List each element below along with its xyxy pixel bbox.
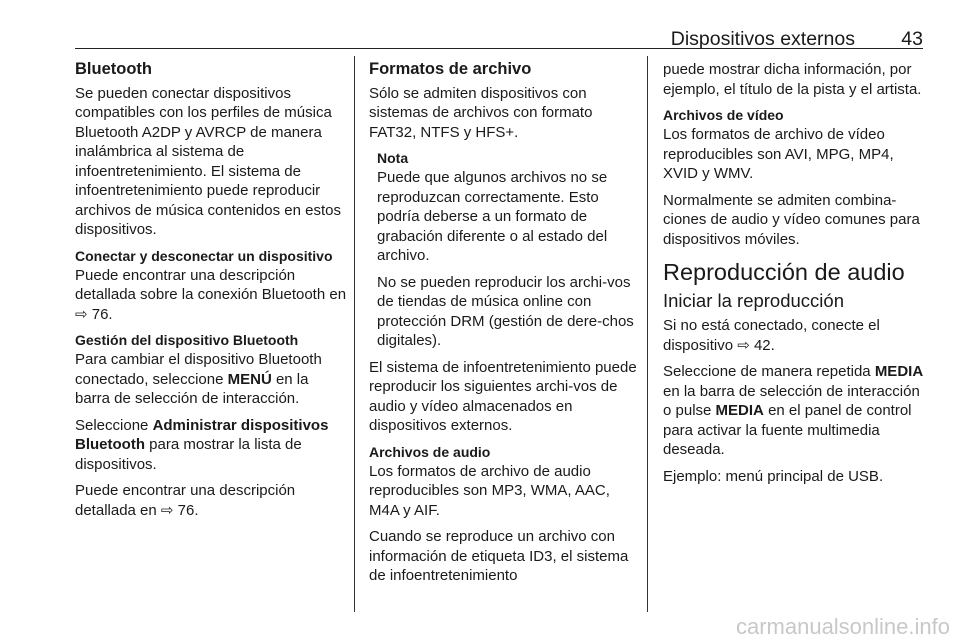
start-page-ref: 42. bbox=[753, 336, 775, 354]
manage-devices-label: Administrar dispositivos Bluetooth bbox=[75, 416, 329, 453]
start-text: Si no está conectado, conecte el dispositivo bbox=[663, 317, 880, 354]
formats-heading: Formatos de archivo bbox=[369, 60, 532, 78]
page-number: 43 bbox=[901, 28, 923, 50]
start-playback-heading: Iniciar la reproducción bbox=[663, 289, 844, 311]
id3-paragraph: Cuando se reproduce un archivo con información de etiqueta ID3, el sistema de infoentretenimiento bbox=[369, 528, 629, 584]
video-paragraph: Los formatos de archivo de vídeo reproducibles son AVI, MPG, MP4, XVID y WMV. bbox=[663, 126, 894, 182]
menu-button-label: MENÚ bbox=[227, 370, 272, 388]
more-text: Puede encontrar una descripción detallada en bbox=[75, 482, 296, 519]
manage-text: en la barra de selección de interacción. bbox=[75, 370, 309, 407]
page-header bbox=[75, 24, 923, 49]
manage-text: Para cambiar el dispositivo Bluetooth conectado, seleccione bbox=[75, 351, 322, 388]
video-heading: Archivos de vídeo bbox=[663, 107, 784, 123]
connect-heading: Conectar y desconectar un dispositivo bbox=[75, 247, 333, 264]
media-label: MEDIA bbox=[874, 363, 924, 380]
connect-paragraph bbox=[75, 266, 347, 325]
combo-paragraph: Normalmente se admiten combina-ciones de audio y vídeo comunes para dispositivos móviles. bbox=[663, 191, 920, 248]
cross-reference-icon: ⇨ bbox=[737, 336, 750, 354]
manage-heading: Gestión del dispositivo Bluetooth bbox=[75, 332, 299, 348]
select-text: Seleccione bbox=[75, 416, 149, 434]
note-box bbox=[377, 149, 639, 351]
column-right bbox=[663, 60, 928, 493]
note-paragraph: No se pueden reproducir los archi-vos de tiendas de música online con protección DRM (gestión de dere-chos digitales). bbox=[377, 273, 634, 349]
select-paragraph bbox=[75, 416, 347, 475]
audio-heading: Archivos de audio bbox=[369, 443, 491, 460]
playback-section-heading: Reproducción de audio bbox=[663, 259, 905, 285]
media-label: MEDIA bbox=[715, 402, 764, 419]
cross-reference-icon: ⇨ bbox=[75, 305, 88, 323]
cross-reference-icon: ⇨ bbox=[160, 501, 174, 519]
bluetooth-heading: Bluetooth bbox=[75, 60, 152, 78]
continued-paragraph: puede mostrar dicha información, por ejemplo, el título de la pista y el artista. bbox=[663, 61, 922, 98]
note-label: Nota bbox=[377, 150, 409, 166]
formats-paragraph: Sólo se admiten dispositivos con sistemas de archivos con formato FAT32, NTFS y HFS+. bbox=[369, 84, 593, 141]
note-paragraph: Puede que algunos archivos no se reproduzcan correctamente. Esto podría deberse a un formato de grabación diferente o al estado del archivo. bbox=[377, 169, 608, 264]
bluetooth-paragraph: Se pueden conectar dispositivos compatibles con los perfiles de música Bluetooth A2DP y AVRCP de manera inalámbrica al sistema de infoentretenimiento. El sistema de infoentretenimiento puede reproducir archivos de música contenidos en estos dispositivos. bbox=[75, 84, 341, 238]
connect-text: Puede encontrar una descripción detallada sobre la conexión Bluetooth en bbox=[75, 266, 347, 303]
example-paragraph: Ejemplo: menú principal de USB. bbox=[663, 467, 884, 485]
manage-paragraph bbox=[75, 350, 347, 409]
select-text: para mostrar la lista de dispositivos. bbox=[75, 436, 302, 473]
column-middle bbox=[369, 60, 639, 593]
select-media-text: en el panel de control para activar la fuente multimedia deseada. bbox=[663, 402, 912, 458]
more-paragraph bbox=[75, 481, 347, 520]
start-paragraph bbox=[663, 316, 928, 355]
column-divider bbox=[354, 56, 355, 612]
system-paragraph: El sistema de infoentretenimiento puede reproducir los siguientes archi-vos de audio y vídeo almacenados en dispositivos externos. bbox=[369, 358, 637, 434]
column-left bbox=[75, 60, 347, 527]
more-page-ref: 76. bbox=[177, 501, 199, 519]
select-media-paragraph bbox=[663, 362, 928, 460]
audio-paragraph: Los formatos de archivo de audio reproducibles son MP3, WMA, AAC, M4A y AIF. bbox=[369, 462, 610, 519]
connect-page-ref: 76. bbox=[91, 305, 113, 323]
watermark: carmanualsonline.info bbox=[735, 614, 950, 639]
column-divider bbox=[647, 56, 648, 612]
page-title: Dispositivos externos bbox=[670, 28, 855, 50]
select-media-text: en la barra de selección de interacción o pulse bbox=[663, 382, 920, 419]
select-media-text: Seleccione de manera repetida bbox=[663, 363, 871, 380]
